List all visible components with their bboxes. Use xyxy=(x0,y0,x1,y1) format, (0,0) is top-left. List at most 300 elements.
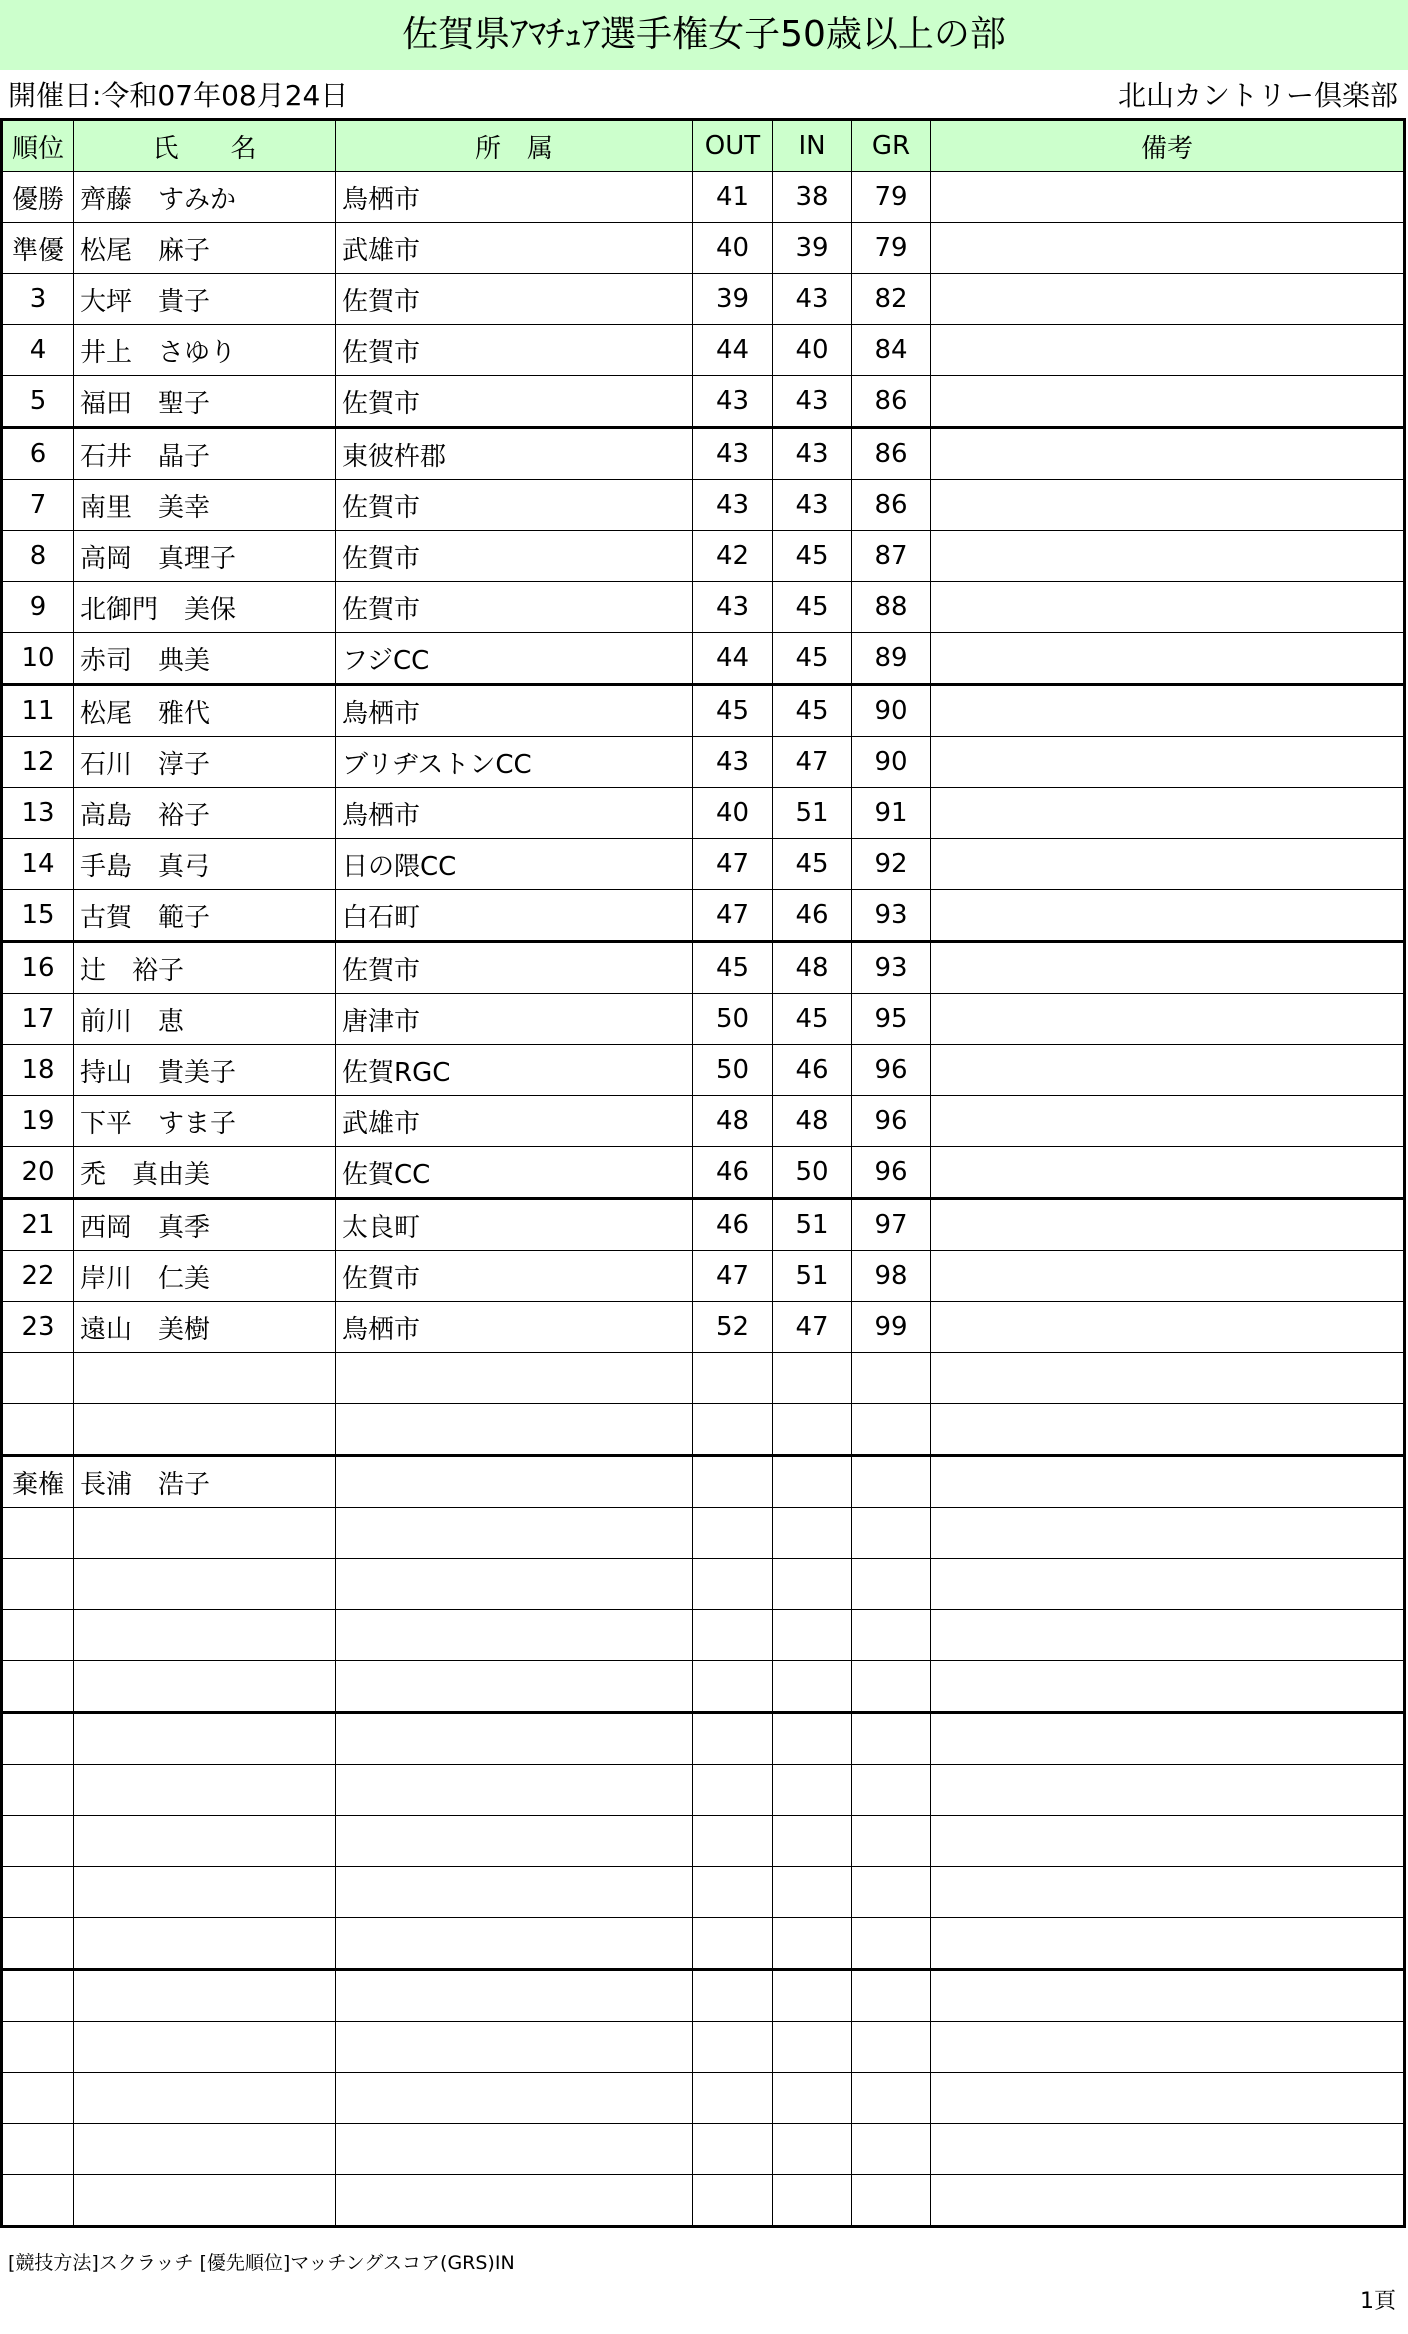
cell-rank xyxy=(2,1508,74,1559)
cell-club: 白石町 xyxy=(336,890,693,942)
col-gr-header: GR xyxy=(852,120,931,172)
cell-gr xyxy=(852,2175,931,2227)
cell-remarks xyxy=(931,1353,1405,1404)
cell-club xyxy=(336,1508,693,1559)
cell-in: 45 xyxy=(773,582,852,633)
cell-in: 46 xyxy=(773,1045,852,1096)
cell-out xyxy=(693,1404,773,1456)
table-row xyxy=(2,1045,1405,1096)
cell-rank: 19 xyxy=(2,1096,74,1147)
cell-in xyxy=(773,1713,852,1765)
cell-remarks xyxy=(931,685,1405,737)
cell-out xyxy=(693,1970,773,2022)
cell-out: 41 xyxy=(693,172,773,223)
cell-remarks xyxy=(931,788,1405,839)
cell-gr: 96 xyxy=(852,1147,931,1199)
cell-in xyxy=(773,1508,852,1559)
cell-rank xyxy=(2,1559,74,1610)
cell-out: 39 xyxy=(693,274,773,325)
cell-name: 古賀 範子 xyxy=(74,890,336,942)
cell-out: 50 xyxy=(693,1045,773,1096)
table-row xyxy=(2,685,1405,737)
cell-club xyxy=(336,1713,693,1765)
cell-in: 45 xyxy=(773,994,852,1045)
table-row xyxy=(2,1918,1405,1970)
cell-club xyxy=(336,1867,693,1918)
cell-remarks xyxy=(931,633,1405,685)
table-row xyxy=(2,1251,1405,1302)
cell-club: 唐津市 xyxy=(336,994,693,1045)
cell-name xyxy=(74,2175,336,2227)
cell-remarks xyxy=(931,1765,1405,1816)
cell-name: 遠山 美樹 xyxy=(74,1302,336,1353)
cell-out xyxy=(693,2124,773,2175)
cell-out: 44 xyxy=(693,325,773,376)
cell-gr: 95 xyxy=(852,994,931,1045)
table-row xyxy=(2,1302,1405,1353)
table-row xyxy=(2,942,1405,994)
cell-name xyxy=(74,1404,336,1456)
cell-name: 岸川 仁美 xyxy=(74,1251,336,1302)
header-row xyxy=(2,120,1405,172)
cell-gr xyxy=(852,1404,931,1456)
cell-rank: 22 xyxy=(2,1251,74,1302)
cell-out: 47 xyxy=(693,890,773,942)
cell-rank: 21 xyxy=(2,1199,74,1251)
cell-out xyxy=(693,1508,773,1559)
table-row xyxy=(2,428,1405,480)
cell-name: 西岡 真季 xyxy=(74,1199,336,1251)
cell-name: 松尾 雅代 xyxy=(74,685,336,737)
cell-in: 45 xyxy=(773,839,852,890)
cell-gr: 92 xyxy=(852,839,931,890)
cell-remarks xyxy=(931,376,1405,428)
cell-in: 39 xyxy=(773,223,852,274)
cell-in xyxy=(773,1918,852,1970)
cell-out: 50 xyxy=(693,994,773,1045)
cell-in: 51 xyxy=(773,788,852,839)
cell-gr: 90 xyxy=(852,685,931,737)
cell-rank xyxy=(2,1610,74,1661)
table-row xyxy=(2,890,1405,942)
cell-gr: 86 xyxy=(852,480,931,531)
cell-rank xyxy=(2,2022,74,2073)
cell-in xyxy=(773,2124,852,2175)
cell-in xyxy=(773,1867,852,1918)
cell-gr xyxy=(852,1713,931,1765)
cell-gr xyxy=(852,1456,931,1508)
results-table xyxy=(0,118,1406,2228)
cell-name: 南里 美幸 xyxy=(74,480,336,531)
page-title: 佐賀県ｱﾏﾁｭｱ選手権女子50歳以上の部 xyxy=(0,0,1408,70)
table-row xyxy=(2,325,1405,376)
cell-club: 佐賀市 xyxy=(336,480,693,531)
cell-club xyxy=(336,1918,693,1970)
cell-out: 45 xyxy=(693,942,773,994)
cell-rank: 12 xyxy=(2,737,74,788)
cell-name: 石川 淳子 xyxy=(74,737,336,788)
cell-gr xyxy=(852,1970,931,2022)
cell-name: 北御門 美保 xyxy=(74,582,336,633)
table-row xyxy=(2,1147,1405,1199)
cell-club xyxy=(336,1559,693,1610)
cell-name: 手島 真弓 xyxy=(74,839,336,890)
cell-club: 佐賀RGC xyxy=(336,1045,693,1096)
cell-rank: 10 xyxy=(2,633,74,685)
cell-in xyxy=(773,1661,852,1713)
cell-out xyxy=(693,1918,773,1970)
cell-out: 47 xyxy=(693,839,773,890)
table-row xyxy=(2,1404,1405,1456)
cell-gr xyxy=(852,1816,931,1867)
table-row xyxy=(2,274,1405,325)
cell-gr: 96 xyxy=(852,1096,931,1147)
cell-gr xyxy=(852,1867,931,1918)
table-row xyxy=(2,2073,1405,2124)
cell-name xyxy=(74,2124,336,2175)
cell-in: 51 xyxy=(773,1251,852,1302)
cell-rank xyxy=(2,2073,74,2124)
cell-rank: 8 xyxy=(2,531,74,582)
cell-name xyxy=(74,1713,336,1765)
competition-note: [競技方法]スクラッチ [優先順位]マッチングスコア(GRS)IN xyxy=(8,2252,515,2274)
cell-gr xyxy=(852,1353,931,1404)
cell-club: 鳥栖市 xyxy=(336,172,693,223)
cell-gr: 86 xyxy=(852,376,931,428)
cell-rank: 準優 xyxy=(2,223,74,274)
table-row xyxy=(2,1096,1405,1147)
cell-name: 持山 貴美子 xyxy=(74,1045,336,1096)
cell-in: 48 xyxy=(773,942,852,994)
cell-club xyxy=(336,2175,693,2227)
cell-out: 52 xyxy=(693,1302,773,1353)
cell-in: 45 xyxy=(773,685,852,737)
cell-in xyxy=(773,1816,852,1867)
table-row xyxy=(2,376,1405,428)
cell-club: ブリヂストンCC xyxy=(336,737,693,788)
cell-in xyxy=(773,1610,852,1661)
cell-in: 43 xyxy=(773,376,852,428)
cell-rank xyxy=(2,2124,74,2175)
cell-out xyxy=(693,1867,773,1918)
cell-club: 佐賀市 xyxy=(336,325,693,376)
cell-gr xyxy=(852,1918,931,1970)
cell-out xyxy=(693,1610,773,1661)
cell-club: 武雄市 xyxy=(336,223,693,274)
cell-rank: 9 xyxy=(2,582,74,633)
cell-name xyxy=(74,1353,336,1404)
cell-gr xyxy=(852,1661,931,1713)
cell-remarks xyxy=(931,1045,1405,1096)
cell-gr xyxy=(852,1508,931,1559)
cell-remarks xyxy=(931,1096,1405,1147)
cell-name: 石井 晶子 xyxy=(74,428,336,480)
col-rank-header: 順位 xyxy=(2,120,74,172)
cell-gr xyxy=(852,1765,931,1816)
cell-gr xyxy=(852,1610,931,1661)
cell-in: 47 xyxy=(773,737,852,788)
cell-rank: 13 xyxy=(2,788,74,839)
cell-name: 高島 裕子 xyxy=(74,788,336,839)
cell-remarks xyxy=(931,1970,1405,2022)
cell-gr xyxy=(852,2073,931,2124)
cell-rank: 17 xyxy=(2,994,74,1045)
cell-rank: 6 xyxy=(2,428,74,480)
cell-name: 前川 恵 xyxy=(74,994,336,1045)
cell-remarks xyxy=(931,994,1405,1045)
cell-name xyxy=(74,1610,336,1661)
cell-remarks xyxy=(931,1251,1405,1302)
cell-gr: 90 xyxy=(852,737,931,788)
cell-club xyxy=(336,2073,693,2124)
cell-name: 長浦 浩子 xyxy=(74,1456,336,1508)
cell-out: 43 xyxy=(693,582,773,633)
cell-gr: 93 xyxy=(852,890,931,942)
cell-rank xyxy=(2,1918,74,1970)
cell-name xyxy=(74,1508,336,1559)
cell-club: 鳥栖市 xyxy=(336,1302,693,1353)
cell-name: 井上 さゆり xyxy=(74,325,336,376)
cell-in: 43 xyxy=(773,428,852,480)
table-row xyxy=(2,1765,1405,1816)
cell-remarks xyxy=(931,428,1405,480)
cell-out: 42 xyxy=(693,531,773,582)
cell-rank: 14 xyxy=(2,839,74,890)
cell-remarks xyxy=(931,1302,1405,1353)
cell-name: 禿 真由美 xyxy=(74,1147,336,1199)
cell-out xyxy=(693,1456,773,1508)
cell-out: 44 xyxy=(693,633,773,685)
table-row xyxy=(2,2175,1405,2227)
cell-remarks xyxy=(931,890,1405,942)
cell-out xyxy=(693,1353,773,1404)
cell-club: 佐賀市 xyxy=(336,531,693,582)
cell-name: 高岡 真理子 xyxy=(74,531,336,582)
cell-rank: 16 xyxy=(2,942,74,994)
cell-club: 東彼杵郡 xyxy=(336,428,693,480)
cell-remarks xyxy=(931,480,1405,531)
cell-out: 40 xyxy=(693,788,773,839)
cell-rank xyxy=(2,1404,74,1456)
cell-remarks xyxy=(931,172,1405,223)
cell-gr: 93 xyxy=(852,942,931,994)
cell-remarks xyxy=(931,531,1405,582)
cell-out xyxy=(693,2073,773,2124)
cell-out: 48 xyxy=(693,1096,773,1147)
cell-remarks xyxy=(931,1559,1405,1610)
cell-rank: 20 xyxy=(2,1147,74,1199)
cell-club: 佐賀市 xyxy=(336,376,693,428)
event-date: 開催日:令和07年08月24日 xyxy=(8,79,349,112)
cell-out xyxy=(693,1713,773,1765)
cell-club: 鳥栖市 xyxy=(336,685,693,737)
cell-club xyxy=(336,1661,693,1713)
cell-rank xyxy=(2,1353,74,1404)
table-row xyxy=(2,737,1405,788)
cell-gr xyxy=(852,2022,931,2073)
col-out-header: OUT xyxy=(693,120,773,172)
cell-in: 43 xyxy=(773,274,852,325)
col-remarks-header: 備考 xyxy=(931,120,1405,172)
cell-remarks xyxy=(931,839,1405,890)
table-row xyxy=(2,1559,1405,1610)
cell-rank xyxy=(2,2175,74,2227)
cell-in: 46 xyxy=(773,890,852,942)
cell-club: 佐賀市 xyxy=(336,582,693,633)
table-row xyxy=(2,1508,1405,1559)
cell-rank xyxy=(2,1816,74,1867)
cell-remarks xyxy=(931,274,1405,325)
cell-name xyxy=(74,1816,336,1867)
cell-remarks xyxy=(931,1867,1405,1918)
cell-out: 46 xyxy=(693,1199,773,1251)
cell-club: 佐賀市 xyxy=(336,274,693,325)
cell-in: 51 xyxy=(773,1199,852,1251)
table-row xyxy=(2,839,1405,890)
cell-out: 43 xyxy=(693,376,773,428)
cell-name: 齊藤 すみか xyxy=(74,172,336,223)
cell-name xyxy=(74,1867,336,1918)
table-row xyxy=(2,1970,1405,2022)
cell-gr: 89 xyxy=(852,633,931,685)
cell-in xyxy=(773,2175,852,2227)
table-row xyxy=(2,994,1405,1045)
cell-gr: 84 xyxy=(852,325,931,376)
cell-out: 45 xyxy=(693,685,773,737)
venue-name: 北山カントリー倶楽部 xyxy=(1117,79,1398,112)
cell-in: 43 xyxy=(773,480,852,531)
cell-club xyxy=(336,1610,693,1661)
cell-out xyxy=(693,1765,773,1816)
cell-in xyxy=(773,1456,852,1508)
cell-in: 38 xyxy=(773,172,852,223)
table-row xyxy=(2,1816,1405,1867)
cell-rank xyxy=(2,1765,74,1816)
cell-name: 福田 聖子 xyxy=(74,376,336,428)
cell-in xyxy=(773,2022,852,2073)
cell-remarks xyxy=(931,325,1405,376)
cell-club xyxy=(336,1404,693,1456)
cell-name: 大坪 貴子 xyxy=(74,274,336,325)
cell-club: 日の隈CC xyxy=(336,839,693,890)
cell-gr xyxy=(852,1559,931,1610)
cell-rank xyxy=(2,1661,74,1713)
cell-club: 鳥栖市 xyxy=(336,788,693,839)
cell-out xyxy=(693,2022,773,2073)
cell-gr: 86 xyxy=(852,428,931,480)
cell-in xyxy=(773,1353,852,1404)
table-row xyxy=(2,1661,1405,1713)
cell-in xyxy=(773,1404,852,1456)
cell-gr xyxy=(852,2124,931,2175)
cell-club: フジCC xyxy=(336,633,693,685)
cell-in xyxy=(773,1765,852,1816)
cell-remarks xyxy=(931,1713,1405,1765)
cell-remarks xyxy=(931,942,1405,994)
table-row xyxy=(2,582,1405,633)
cell-out: 43 xyxy=(693,428,773,480)
cell-club xyxy=(336,1970,693,2022)
cell-rank: 4 xyxy=(2,325,74,376)
cell-out: 43 xyxy=(693,737,773,788)
cell-rank: 15 xyxy=(2,890,74,942)
cell-name: 下平 すま子 xyxy=(74,1096,336,1147)
table-row xyxy=(2,2022,1405,2073)
cell-remarks xyxy=(931,737,1405,788)
cell-rank: 3 xyxy=(2,274,74,325)
cell-club: 佐賀市 xyxy=(336,942,693,994)
cell-in xyxy=(773,2073,852,2124)
cell-rank: 11 xyxy=(2,685,74,737)
cell-remarks xyxy=(931,1199,1405,1251)
cell-rank: 棄権 xyxy=(2,1456,74,1508)
cell-remarks xyxy=(931,1508,1405,1559)
cell-in xyxy=(773,1559,852,1610)
cell-in: 45 xyxy=(773,531,852,582)
table-row xyxy=(2,633,1405,685)
cell-name xyxy=(74,1559,336,1610)
table-row xyxy=(2,480,1405,531)
cell-club: 武雄市 xyxy=(336,1096,693,1147)
cell-out xyxy=(693,1559,773,1610)
col-club-header: 所 属 xyxy=(336,120,693,172)
cell-in: 45 xyxy=(773,633,852,685)
cell-out: 46 xyxy=(693,1147,773,1199)
cell-in: 40 xyxy=(773,325,852,376)
table-row xyxy=(2,1353,1405,1404)
cell-remarks xyxy=(931,1404,1405,1456)
cell-club: 佐賀市 xyxy=(336,1251,693,1302)
cell-rank xyxy=(2,1713,74,1765)
cell-gr: 82 xyxy=(852,274,931,325)
cell-rank: 5 xyxy=(2,376,74,428)
table-row xyxy=(2,788,1405,839)
table-row xyxy=(2,1713,1405,1765)
cell-name xyxy=(74,1661,336,1713)
cell-remarks xyxy=(931,223,1405,274)
cell-gr: 99 xyxy=(852,1302,931,1353)
table-row xyxy=(2,1456,1405,1508)
cell-remarks xyxy=(931,1918,1405,1970)
cell-gr: 96 xyxy=(852,1045,931,1096)
cell-remarks xyxy=(931,1816,1405,1867)
cell-remarks xyxy=(931,2073,1405,2124)
cell-remarks xyxy=(931,1147,1405,1199)
cell-in xyxy=(773,1970,852,2022)
table-row xyxy=(2,172,1405,223)
table-row xyxy=(2,223,1405,274)
cell-in: 47 xyxy=(773,1302,852,1353)
col-name-header: 氏 名 xyxy=(74,120,336,172)
cell-out xyxy=(693,2175,773,2227)
cell-club: 佐賀CC xyxy=(336,1147,693,1199)
cell-club xyxy=(336,2124,693,2175)
cell-gr: 91 xyxy=(852,788,931,839)
cell-in: 48 xyxy=(773,1096,852,1147)
cell-club xyxy=(336,1456,693,1508)
cell-remarks xyxy=(931,1661,1405,1713)
cell-out xyxy=(693,1661,773,1713)
table-row xyxy=(2,2124,1405,2175)
cell-out xyxy=(693,1816,773,1867)
cell-club xyxy=(336,2022,693,2073)
cell-remarks xyxy=(931,1610,1405,1661)
cell-name xyxy=(74,1765,336,1816)
cell-club xyxy=(336,1353,693,1404)
cell-name xyxy=(74,1918,336,1970)
cell-rank: 18 xyxy=(2,1045,74,1096)
cell-name xyxy=(74,1970,336,2022)
